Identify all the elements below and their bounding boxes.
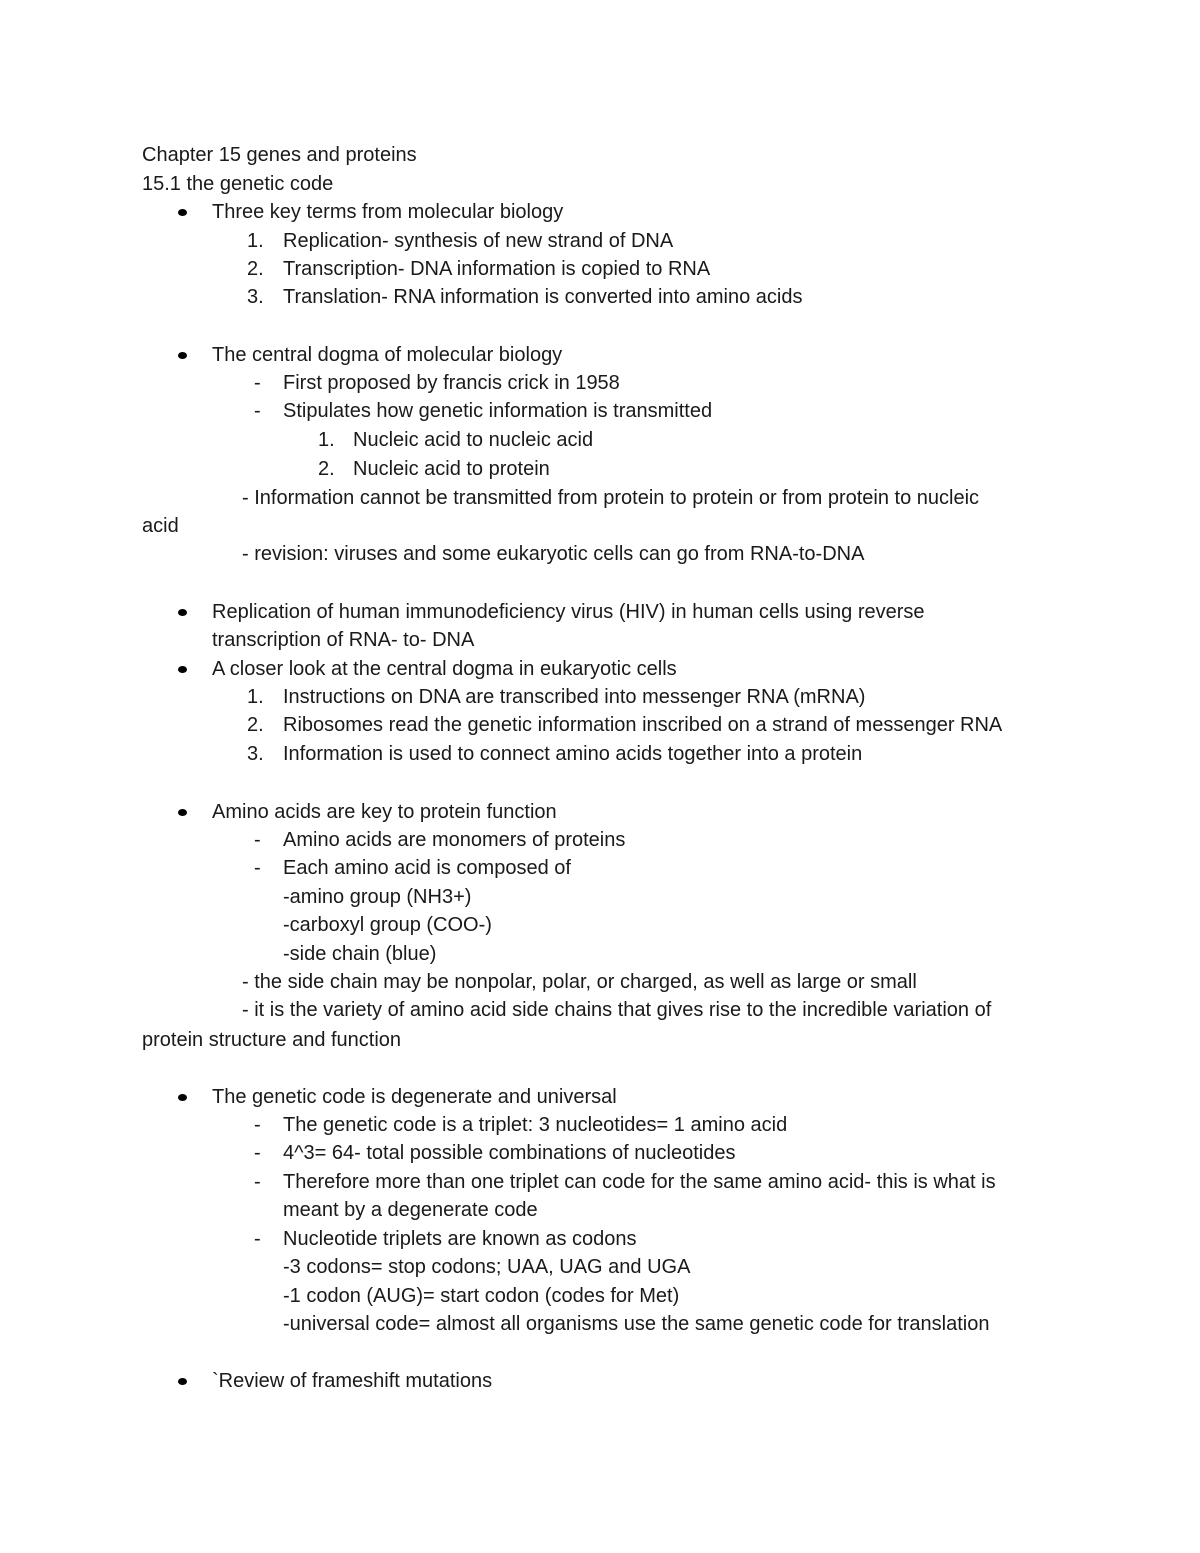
genetic-code-heading: The genetic code is degenerate and universal: [212, 1086, 617, 1108]
note-text: acid: [142, 515, 179, 537]
note-text: - it is the variety of amino acid side chains that gives rise to the incredible variation of: [242, 999, 992, 1021]
bullet-icon: [178, 1378, 187, 1385]
component-item: -amino group (NH3+): [283, 886, 472, 908]
bullet-icon: [178, 209, 187, 216]
dash-marker: -: [254, 1142, 261, 1164]
hiv-text: transcription of RNA- to- DNA: [212, 629, 475, 651]
list-marker: 2.: [247, 714, 264, 736]
codon-note: -1 codon (AUG)= start codon (codes for Met): [283, 1285, 680, 1307]
hiv-text: Replication of human immunodeficiency virus (HIV) in human cells using reverse: [212, 601, 925, 623]
list-item: Stipulates how genetic information is transmitted: [283, 400, 713, 422]
dash-marker: -: [254, 1171, 261, 1193]
list-item: Nucleic acid to nucleic acid: [353, 429, 594, 451]
central-dogma-heading: The central dogma of molecular biology: [212, 344, 563, 366]
bullet-icon: [178, 609, 187, 616]
dash-marker: -: [254, 1114, 261, 1136]
note-text: - Information cannot be transmitted from protein to protein or from protein to nucleic: [242, 487, 980, 509]
list-item: Amino acids are monomers of proteins: [283, 829, 626, 851]
dash-marker: -: [254, 829, 261, 851]
list-item: Each amino acid is composed of: [283, 857, 571, 879]
codon-note: -universal code= almost all organisms use the same genetic code for translation: [283, 1313, 990, 1335]
list-item: Instructions on DNA are transcribed into messenger RNA (mRNA): [283, 686, 866, 708]
bullet-icon: [178, 666, 187, 673]
note-text: - revision: viruses and some eukaryotic cells can go from RNA-to-DNA: [242, 543, 865, 565]
list-item: 4^3= 64- total possible combinations of nucleotides: [283, 1142, 736, 1164]
section-heading: 15.1 the genetic code: [142, 173, 334, 195]
codon-note: -3 codons= stop codons; UAA, UAG and UGA: [283, 1256, 691, 1278]
list-marker: 1.: [247, 230, 264, 252]
dash-marker: -: [254, 1228, 261, 1250]
list-item: Ribosomes read the genetic information inscribed on a strand of messenger RNA: [283, 714, 1003, 736]
bullet-icon: [178, 352, 187, 359]
key-terms-heading: Three key terms from molecular biology: [212, 201, 564, 223]
closer-look-heading: A closer look at the central dogma in eukaryotic cells: [212, 658, 677, 680]
note-text: protein structure and function: [142, 1029, 402, 1051]
list-item: Replication- synthesis of new strand of DNA: [283, 230, 674, 252]
dash-marker: -: [254, 857, 261, 879]
list-item: Translation- RNA information is converted into amino acids: [283, 286, 803, 308]
list-item: Information is used to connect amino acids together into a protein: [283, 743, 863, 765]
list-marker: 2.: [247, 258, 264, 280]
list-marker: 3.: [247, 743, 264, 765]
list-item: Nucleotide triplets are known as codons: [283, 1228, 637, 1250]
dash-marker: -: [254, 372, 261, 394]
list-item: Transcription- DNA information is copied to RNA: [283, 258, 711, 280]
list-item-continuation: meant by a degenerate code: [283, 1199, 538, 1221]
list-item: Nucleic acid to protein: [353, 458, 550, 480]
list-marker: 2.: [318, 458, 335, 480]
component-item: -side chain (blue): [283, 943, 437, 965]
frameshift-heading: `Review of frameshift mutations: [212, 1370, 493, 1392]
list-marker: 1.: [247, 686, 264, 708]
bullet-icon: [178, 1094, 187, 1101]
bullet-icon: [178, 809, 187, 816]
component-item: -carboxyl group (COO-): [283, 914, 492, 936]
list-item: First proposed by francis crick in 1958: [283, 372, 620, 394]
list-marker: 1.: [318, 429, 335, 451]
note-text: - the side chain may be nonpolar, polar, or charged, as well as large or small: [242, 971, 917, 993]
list-item: The genetic code is a triplet: 3 nucleotides= 1 amino acid: [283, 1114, 788, 1136]
dash-marker: -: [254, 400, 261, 422]
list-item: Therefore more than one triplet can code for the same amino acid- this is what is: [283, 1171, 996, 1193]
document-title: Chapter 15 genes and proteins: [142, 144, 417, 166]
list-marker: 3.: [247, 286, 264, 308]
amino-acids-heading: Amino acids are key to protein function: [212, 801, 557, 823]
